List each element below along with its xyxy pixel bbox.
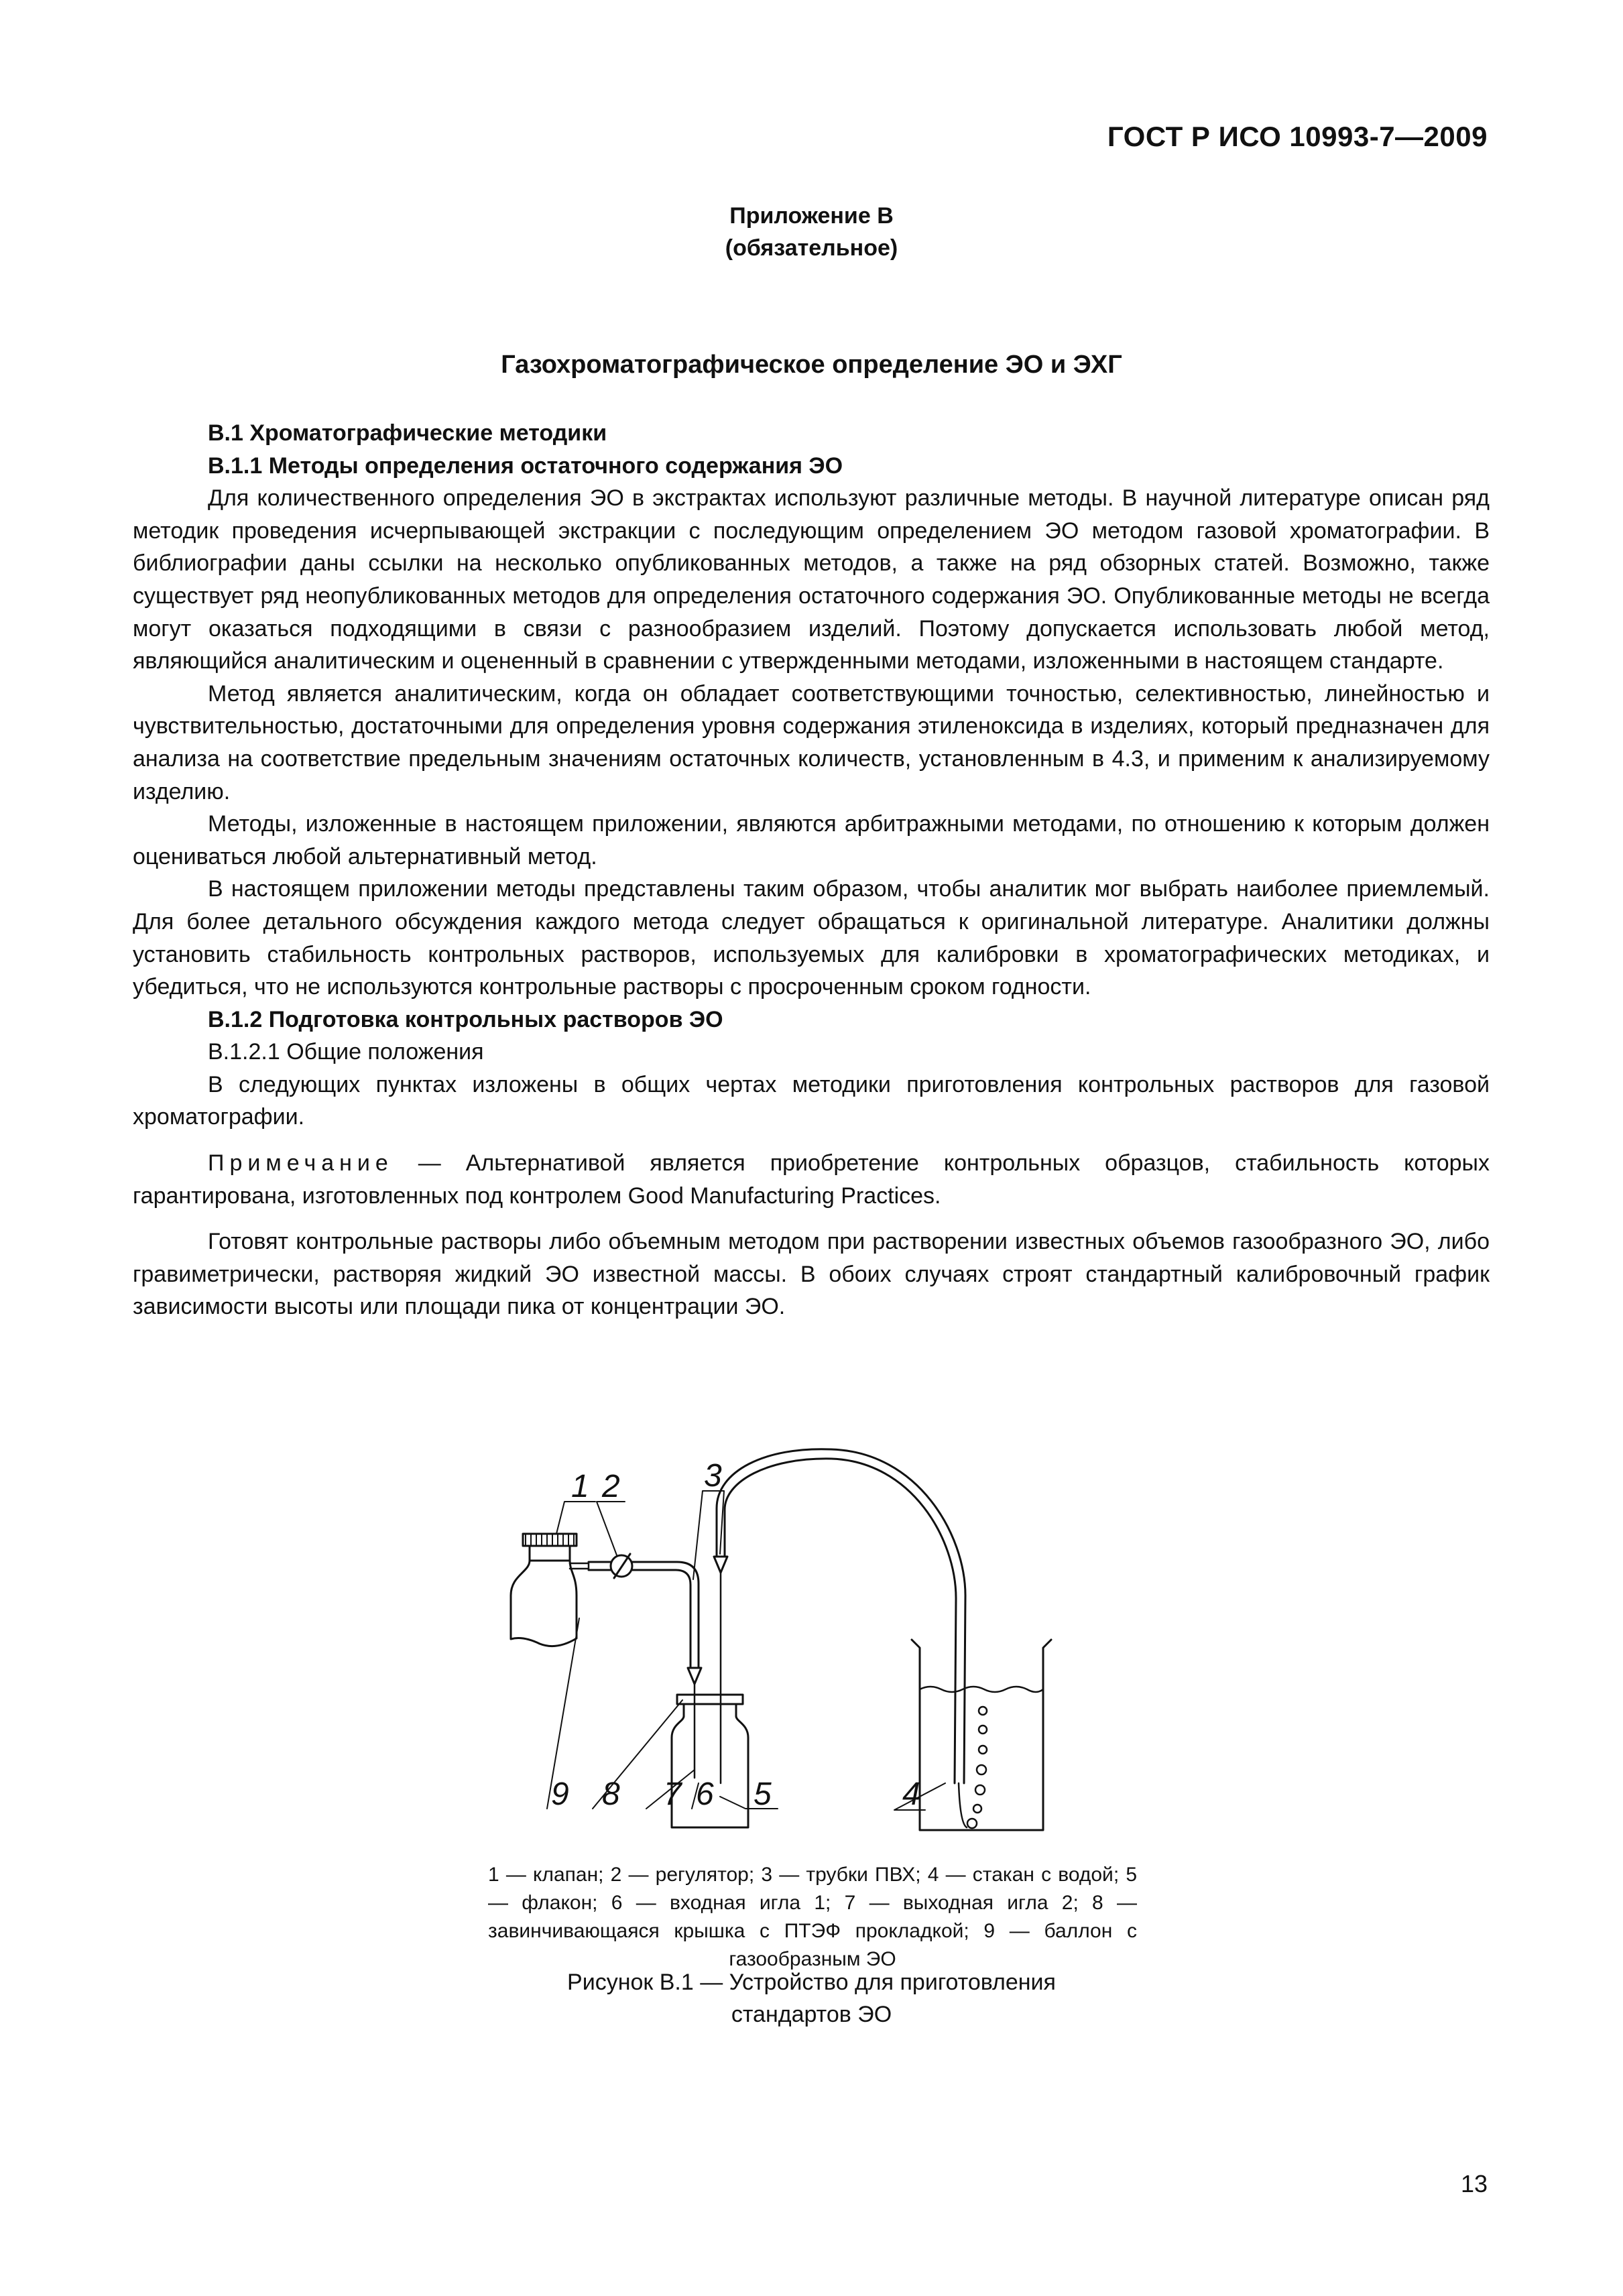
standard-code: ГОСТ Р ИСО 10993-7—2009 (1107, 121, 1488, 152)
paragraph: В настоящем приложении методы представлены таким образом, чтобы аналитик мог выбрать наиболее приемлемый. Для более детального обсуждения каждого метода следует обращаться к оригинальной литературе. Аналитики должны установить стабильность контрольных растворов, используемых для калибровки в хроматографических методиках, и убедиться, что не используются контрольные растворы с просроченным сроком годности. (133, 876, 1490, 1000)
apparatus-diagram (483, 1435, 1153, 1837)
figure-caption-line-2: стандартов ЭО (731, 2002, 892, 2027)
figure-label-1: 1 (571, 1469, 589, 1504)
paragraph: Готовят контрольные растворы либо объемным методом при растворении известных объемов газообразного ЭО, либо гравиметрически, растворяя жидкий ЭО известной массы. В обоих случаях строят стандартный калибровочный график зависимости высоты или площади пика от концентрации ЭО. (133, 1229, 1490, 1320)
paragraph: Методы, изложенные в настоящем приложении, являются арбитражными методами, по отношению к которым должен оцениваться любой альтернативный метод. (133, 811, 1490, 869)
regulator (589, 1554, 632, 1578)
paragraph: В следующих пунктах изложены в общих чертах методики приготовления контрольных растворов для газовой хроматографии. (133, 1071, 1490, 1130)
note-label: Примечание (208, 1150, 394, 1176)
figure-label-2: 2 (602, 1469, 620, 1504)
section-heading-b1: В.1 Хроматографические методики (208, 420, 607, 446)
page-number: 13 (1460, 2170, 1488, 2197)
pvc-tube-1 (632, 1562, 699, 1668)
beaker (912, 1640, 1051, 1830)
figure-label-9: 9 (551, 1776, 569, 1812)
leader-lines (547, 1491, 945, 1810)
pvc-tube-2 (717, 1449, 965, 1783)
annex-status: (обязательное) (725, 235, 898, 261)
annex-heading (0, 200, 1623, 264)
figure-legend: 1 — клапан; 2 — регулятор; 3 — трубки ПВХ; 4 — стакан с водой; 5 — флакон; 6 — входная игла 1; 7 — выходная игла 2; 8 — завинчивающаяся крышка с ПТЭФ прокладкой; 9 — баллон с газообразным ЭО (488, 1864, 1137, 1970)
note-text: — Альтернативой является приобретение контрольных образцов, стабильность которых гарантирована, изготовленных под контролем Good Manufacturing Practices. (133, 1150, 1490, 1209)
figure-label-7: 7 (664, 1776, 682, 1812)
screw-cap (677, 1695, 743, 1704)
inlet-needle (688, 1668, 701, 1778)
figure-caption (0, 1966, 1623, 2031)
section-heading-b11: В.1.1 Методы определения остаточного содержания ЭО (208, 452, 843, 479)
annex-main-title: Газохроматографическое определение ЭО и ЭХГ (501, 351, 1122, 379)
annex-title: Приложение В (729, 203, 894, 229)
figure-caption-line-1: Рисунок В.1 — Устройство для приготовления (567, 1970, 1056, 1995)
section-heading-b12: В.1.2 Подготовка контрольных растворов ЭО (208, 1006, 723, 1032)
section-heading-b121: В.1.2.1 Общие положения (208, 1039, 484, 1065)
figure-label-4: 4 (902, 1776, 920, 1812)
apparatus-figure (483, 1435, 1153, 1837)
figure-label-3: 3 (704, 1458, 722, 1494)
body-text (133, 417, 1490, 1323)
note-paragraph (133, 1147, 1490, 1212)
figure-label-6: 6 (696, 1776, 714, 1812)
figure-label-5: 5 (754, 1776, 772, 1812)
figure-label-8: 8 (602, 1776, 620, 1812)
outlet-needle (714, 1557, 727, 1783)
paragraph: Метод является аналитическим, когда он обладает соответствующими точностью, селективностью, линейностью и чувствительностью, достаточными для определения уровня содержания этиленоксида в изделиях, который предназначен для анализа на соответствие предельным значениям остаточных количеств, установленным в 4.3, и применим к анализируемому изделию. (133, 680, 1490, 804)
paragraph: Для количественного определения ЭО в экстрактах используют различные методы. В научной литературе описан ряд методик проведения исчерпывающей экстракции с последующим определением ЭО методом газовой хроматографии. В библиографии даны ссылки на несколько опубликованных методов, а также на ряд обзорных статей. Возможно, также существует ряд неопубликованных методов для определения остаточного содержания ЭО. Опубликованные методы не всегда могут оказаться подходящими в связи с разнообразием изделий. Поэтому допускается использовать любой метод, являющийся аналитическим и оцененный в сравнении с утвержденными методами, изложенными в настоящем стандарте. (133, 485, 1490, 674)
